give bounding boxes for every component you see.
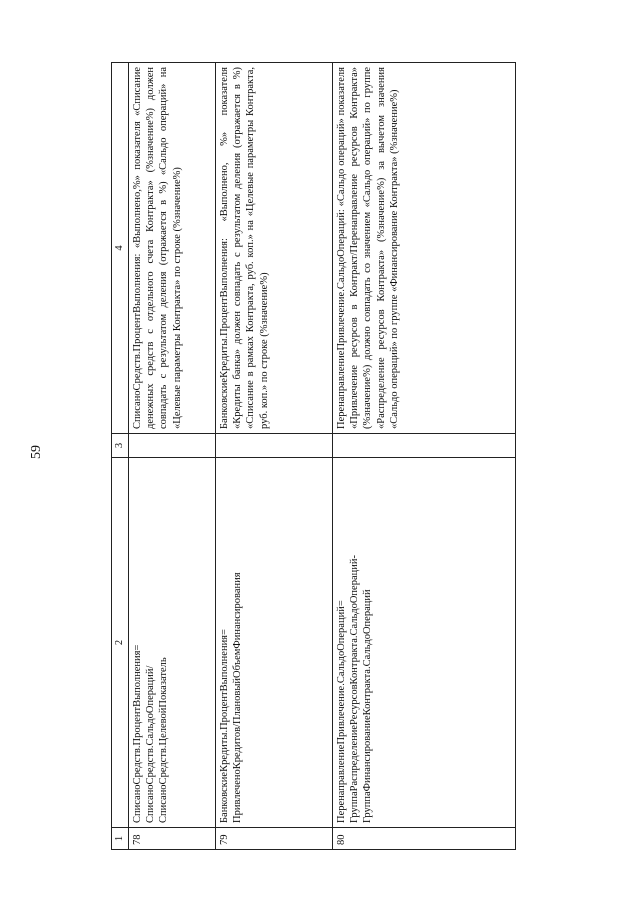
formula-line: БанковскиеКредиты.ПроцентВыполнения=	[219, 629, 230, 823]
description-cell: БанковскиеКредиты.ПроцентВыполнения: «Выполнено, %» показателя «Кредиты банка» должен совпадать с результатом деления (отражается в %) «Списание в рамках Контракта, руб. коп.» на «Целевые параметры Контракта, руб. коп.» по строке (%значение%)	[216, 63, 333, 434]
column-header: 1	[112, 828, 129, 850]
empty-cell	[333, 434, 516, 458]
row-number: 80	[333, 828, 516, 850]
formula-cell	[333, 458, 516, 828]
formula-line: СписаноСредств.ПроцентВыполнения=	[132, 644, 143, 823]
table-row	[333, 63, 516, 850]
table-row	[216, 63, 333, 850]
column-header: 2	[112, 458, 129, 828]
empty-cell	[216, 434, 333, 458]
description-cell: ПеренаправлениеПривлечение.СальдоОпераций: «Сальдо операций» показателя «Привлечение ресурсов в Контракт/Перенаправление ресурсов Контракта» (%значение%) должно совпадать со значением «Сальдо операций» по группе «Распределение ресурсов Контракта» (%значение%) за вычетом значения «Сальдо операций» по группе «Финансирование Контракта» (%значение%)	[333, 63, 516, 434]
row-number: 78	[129, 828, 216, 850]
column-header: 3	[112, 434, 129, 458]
validation-rules-table	[111, 62, 516, 850]
empty-cell	[129, 434, 216, 458]
formula-line: СписаноСредств.СальдоОпераций/	[145, 665, 157, 823]
rotated-table-container	[111, 63, 509, 850]
formula-line: СписаноСредств.ЦелевойПоказатель	[158, 657, 170, 823]
formula-line: ГруппаРаспределениеРесурсовКонтракта.СальдоОпераций-	[349, 555, 361, 823]
formula-line: ПривлеченоКредитов/ПлановыйОбъемФинансирования	[232, 572, 244, 823]
description-cell: СписаноСредств.ПроцентВыполнения: «Выполнено,%» показателя «Списание денежных средств с отдельного счета Контракта» (%значение%) должен совпадать с результатом деления (отражается в %) «Сальдо операций» на «Целевые параметры Контракта» по строке (%значение%)	[129, 63, 216, 434]
column-header: 4	[112, 63, 129, 434]
formula-line: ГруппаФинансированиеКонтракта.СальдоОпераций	[362, 589, 374, 823]
formula-cell	[129, 458, 216, 828]
formula-cell	[216, 458, 333, 828]
table-header-row	[112, 63, 129, 850]
page-number: 59	[29, 445, 44, 459]
formula-line: ПеренаправлениеПривлечение.СальдоОпераций=	[336, 600, 347, 823]
table-row	[129, 63, 216, 850]
row-number: 79	[216, 828, 333, 850]
